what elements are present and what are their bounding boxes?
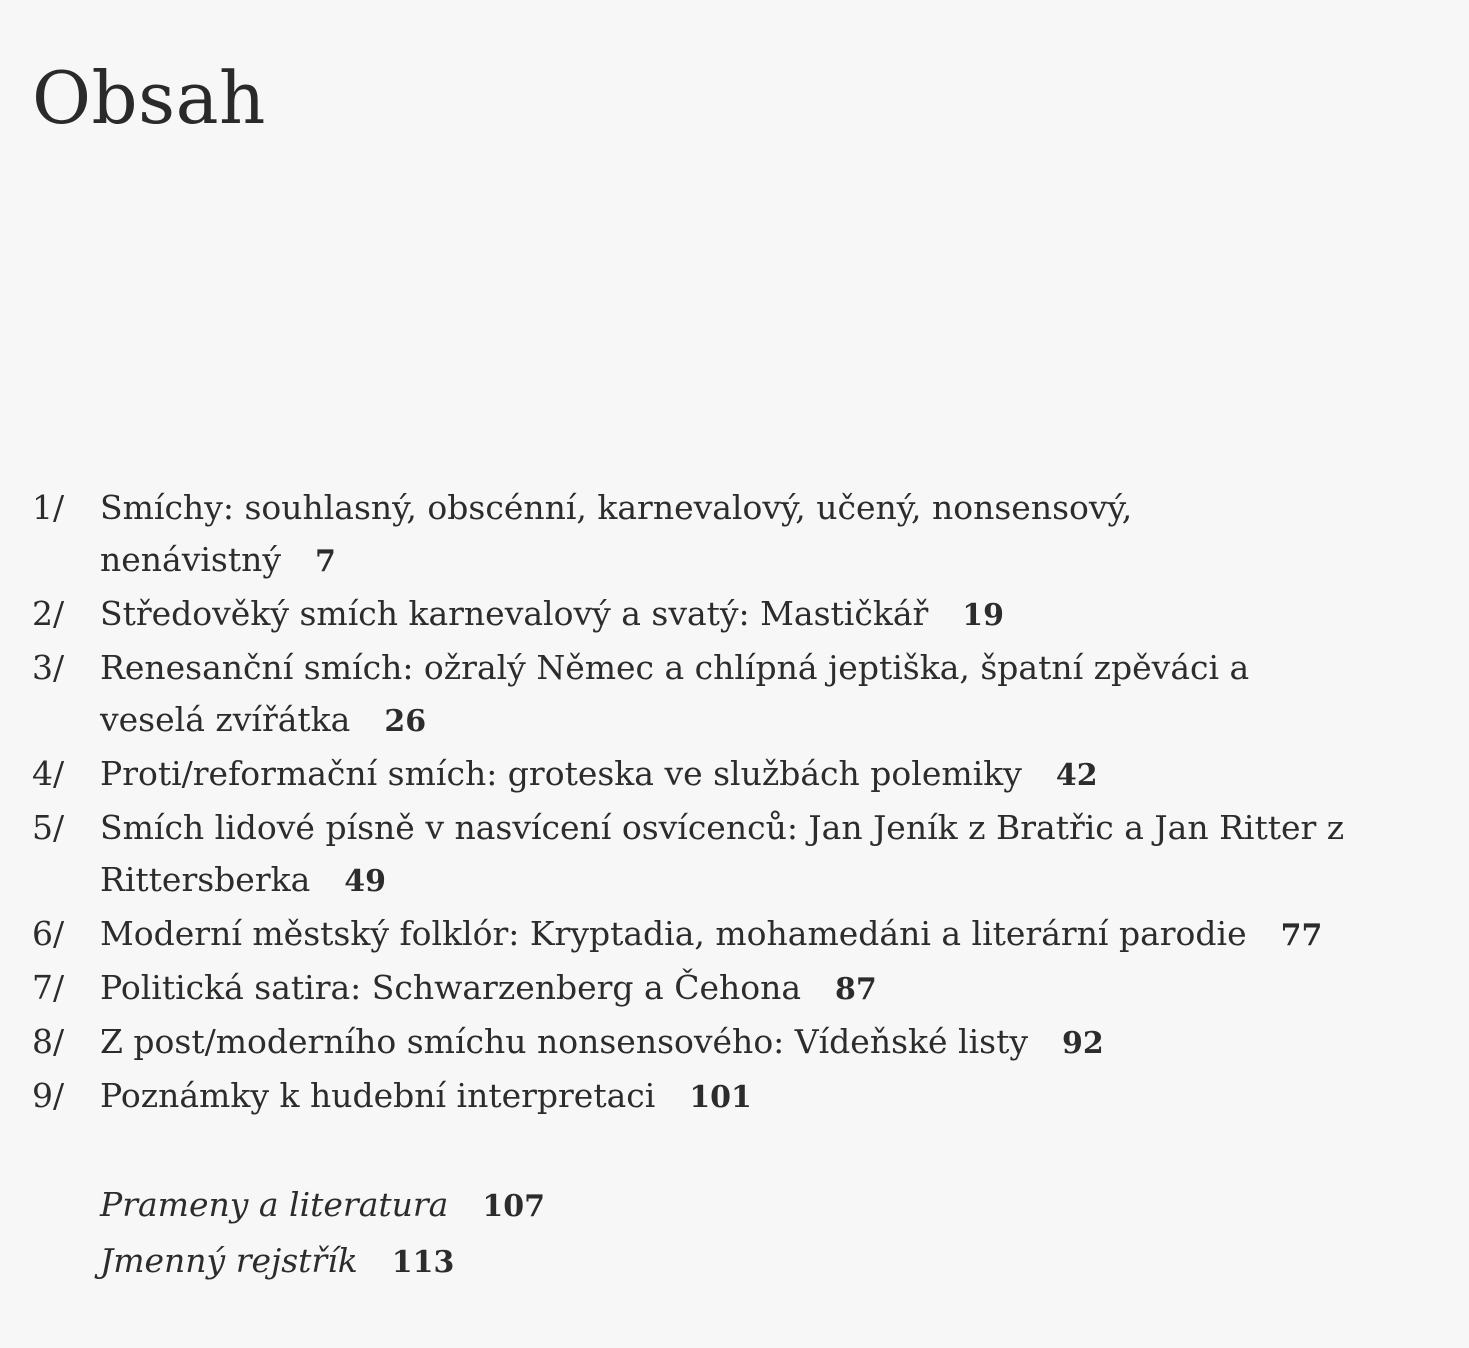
chapter-title-wrap <box>100 642 1360 748</box>
page-number: 107 <box>482 1189 545 1224</box>
chapter-number: 5/ <box>32 808 65 847</box>
toc-entry-2 <box>32 588 1432 642</box>
chapter-title: Renesanční smích: ožralý Němec a chlípná jeptiška, špatní zpěváci a veselá zvířátka <box>100 648 1250 739</box>
chapter-number: 2/ <box>32 594 65 633</box>
chapter-number: 1/ <box>32 488 65 527</box>
chapter-number: 9/ <box>32 1076 65 1115</box>
toc-entry-4 <box>32 748 1432 802</box>
chapter-title-wrap <box>100 482 1360 588</box>
page-number: 49 <box>344 864 387 899</box>
page-number: 92 <box>1061 1026 1104 1061</box>
page-number: 42 <box>1055 758 1098 793</box>
chapter-title-wrap <box>100 1070 1360 1124</box>
extra-title: Prameny a literatura <box>100 1185 449 1224</box>
chapter-title-wrap <box>100 588 1360 642</box>
back-matter <box>32 1178 1432 1290</box>
toc-entry-7 <box>32 962 1432 1016</box>
chapter-title-wrap <box>100 748 1360 802</box>
page-number: 7 <box>315 544 336 579</box>
toc-entry-3 <box>32 642 1432 748</box>
chapter-title: Z post/moderního smíchu nonsensového: Vídeňské listy <box>100 1022 1028 1061</box>
page-number: 101 <box>689 1080 752 1115</box>
chapter-title: Středověký smích karnevalový a svatý: Mastičkář <box>100 594 929 633</box>
chapter-title-wrap <box>100 908 1360 962</box>
chapter-number: 3/ <box>32 648 65 687</box>
page-number: 77 <box>1280 918 1323 953</box>
page-number: 26 <box>384 704 427 739</box>
chapter-title: Moderní městský folklór: Kryptadia, mohamedáni a literární parodie <box>100 914 1247 953</box>
chapter-number: 4/ <box>32 754 65 793</box>
chapter-title: Poznámky k hudební interpretaci <box>100 1076 656 1115</box>
toc-extra-sources <box>100 1178 1432 1234</box>
chapter-title-wrap <box>100 802 1360 908</box>
page-title: Obsah <box>32 56 266 140</box>
chapter-number: 8/ <box>32 1022 65 1061</box>
toc-entry-9 <box>32 1070 1432 1124</box>
extra-title: Jmenný rejstřík <box>100 1241 358 1280</box>
chapter-title: Smíchy: souhlasný, obscénní, karnevalový, učený, nonsensový, nenávistný <box>100 488 1133 579</box>
page-number: 87 <box>835 972 877 1007</box>
toc-entry-8 <box>32 1016 1432 1070</box>
chapter-title: Politická satira: Schwarzenberg a Čehona <box>100 968 802 1007</box>
chapter-title-wrap <box>100 1016 1360 1070</box>
chapter-title: Proti/reformační smích: groteska ve službách polemiky <box>100 754 1022 793</box>
toc-extra-index <box>100 1234 1432 1290</box>
table-of-contents <box>32 482 1432 1290</box>
page-number: 113 <box>391 1245 455 1280</box>
chapter-number: 6/ <box>32 914 65 953</box>
toc-entry-5 <box>32 802 1432 908</box>
chapter-title-wrap <box>100 962 1360 1016</box>
toc-entry-6 <box>32 908 1432 962</box>
chapter-number: 7/ <box>32 968 65 1007</box>
page-number: 19 <box>962 598 1005 633</box>
toc-entry-1 <box>32 482 1432 588</box>
chapter-title: Smích lidové písně v nasvícení osvícenců: Jan Jeník z Bratřic a Jan Ritter z Rittersberka <box>100 808 1345 899</box>
